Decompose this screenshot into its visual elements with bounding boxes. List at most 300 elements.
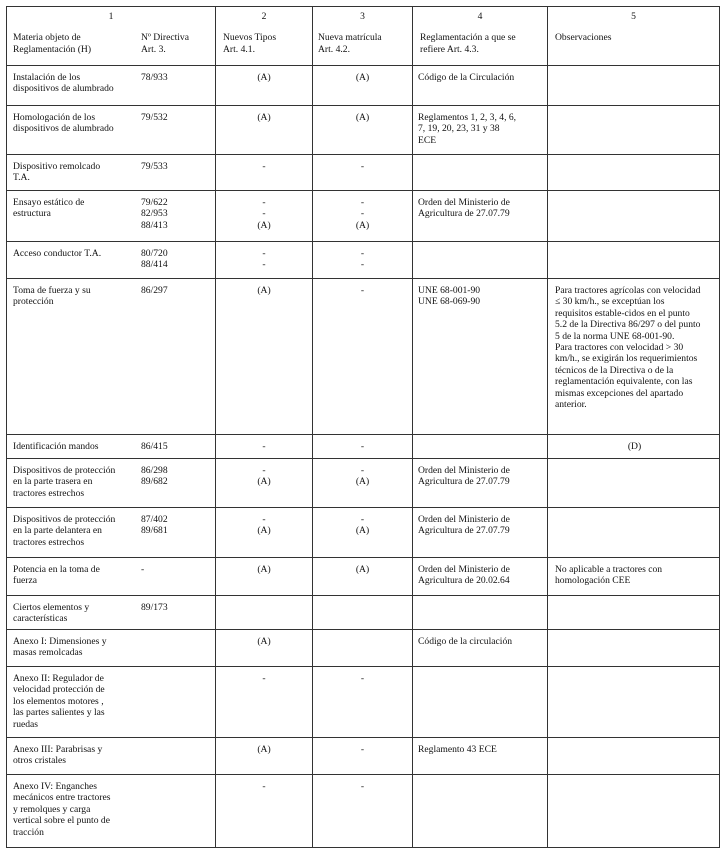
nuevos-tipos-value: (A) <box>257 476 271 488</box>
nueva-matricula-value: (A) <box>355 476 370 488</box>
materia-text <box>7 508 141 548</box>
reglamentacion-cell <box>413 775 548 848</box>
nuevos-tipos-value: (A) <box>257 285 271 296</box>
materia-line: Dispositivos de protección <box>13 465 116 476</box>
nuevos-tipos-value: (A) <box>257 219 271 231</box>
materia-line: Anexo I: Dimensiones y <box>13 636 107 647</box>
observaciones-line: anterior. <box>555 399 587 411</box>
nueva-matricula-values <box>313 558 412 575</box>
materia-line: vertical sobre el punto de <box>13 815 110 827</box>
nueva-matricula-values <box>313 242 412 271</box>
nuevos-tipos-cell <box>216 191 313 242</box>
reglamentacion-cell <box>413 738 548 775</box>
reglamentacion-cell <box>413 596 548 630</box>
nueva-matricula-value: - <box>360 514 365 525</box>
directiva-list <box>141 459 168 488</box>
table-row <box>7 155 720 191</box>
observaciones-text <box>548 630 719 636</box>
reglamentacion-line: ECE <box>418 134 437 146</box>
observaciones-text <box>548 459 719 465</box>
header-nueva-matricula-cell <box>313 7 413 66</box>
nuevos-tipos-value: (A) <box>257 72 271 83</box>
table-row <box>7 279 720 435</box>
nueva-matricula-cell <box>313 191 413 242</box>
nueva-matricula-value: (A) <box>355 112 370 123</box>
nuevos-tipos-values <box>216 459 312 488</box>
reglamentacion-text <box>413 667 547 673</box>
nueva-matricula-value: - <box>360 259 365 271</box>
nueva-matricula-cell <box>313 596 413 630</box>
nueva-matricula-values <box>313 596 412 602</box>
header-observaciones: Observaciones <box>555 32 612 44</box>
observaciones-cell <box>548 106 720 155</box>
nueva-matricula-cell <box>313 667 413 738</box>
nueva-matricula-value: - <box>360 197 365 208</box>
directiva-list <box>141 66 168 83</box>
nuevos-tipos-value: - <box>262 259 266 271</box>
nuevos-tipos-value: (A) <box>257 564 271 575</box>
nuevos-tipos-value: - <box>262 208 266 220</box>
nuevos-tipos-cell <box>216 508 313 558</box>
observaciones-text <box>548 558 719 587</box>
materia-line: características <box>13 613 68 625</box>
nueva-matricula-values <box>313 435 412 452</box>
observaciones-cell <box>548 242 720 279</box>
nuevos-tipos-cell <box>216 279 313 435</box>
materia-cell <box>7 155 216 191</box>
column-number-3: 3 <box>360 11 365 22</box>
materia-line: Anexo III: Parabrisas y <box>13 744 103 755</box>
nueva-matricula-cell <box>313 775 413 848</box>
materia-text <box>7 279 141 308</box>
header-materia <box>7 32 141 55</box>
reglamentacion-text <box>413 155 547 161</box>
column-number-5: 5 <box>631 11 636 22</box>
observaciones-line: ≤ 30 km/h., se exceptúan los <box>555 296 665 308</box>
materia-line: tractores estrechos <box>13 487 85 499</box>
column-number-4: 4 <box>477 11 483 22</box>
nuevos-tipos-value: - <box>262 514 266 525</box>
header-row <box>7 7 720 66</box>
reglamentacion-cell <box>413 242 548 279</box>
directiva-list <box>141 242 168 271</box>
materia-text <box>7 155 141 184</box>
directiva-number: 78/933 <box>141 72 168 83</box>
materia-line: las partes salientes y las <box>13 707 105 719</box>
nuevos-tipos-value: (A) <box>257 112 271 123</box>
directiva-number: 89/173 <box>141 602 168 613</box>
nueva-matricula-value: - <box>360 208 365 220</box>
reglamentacion-text <box>413 558 547 587</box>
reglamentacion-text <box>413 459 547 488</box>
observaciones-text <box>548 191 719 197</box>
materia-line: Ciertos elementos y <box>13 602 90 613</box>
header-reglamentacion-line: refiere Art. 4.3. <box>420 43 479 55</box>
nueva-matricula-cell <box>313 279 413 435</box>
observaciones-text <box>548 775 719 781</box>
nueva-matricula-value: - <box>360 465 365 476</box>
nuevos-tipos-values <box>216 667 312 684</box>
observaciones-line: requisitos estable-cidos en el punto <box>555 307 690 319</box>
materia-text <box>7 459 141 499</box>
materia-line: mecánicos entre tractores <box>13 792 111 804</box>
table-row <box>7 191 720 242</box>
directiva-number: - <box>141 564 145 575</box>
observaciones-cell <box>548 667 720 738</box>
reglamentacion-text <box>413 279 547 308</box>
table-row <box>7 242 720 279</box>
observaciones-text <box>548 667 719 673</box>
reglamentacion-cell <box>413 435 548 459</box>
nueva-matricula-values <box>313 738 412 755</box>
reglamentacion-line: Código de la circulación <box>418 636 513 647</box>
materia-cell <box>7 191 216 242</box>
directiva-number: 86/415 <box>141 441 168 452</box>
observaciones-cell <box>548 459 720 508</box>
directiva-number: 89/681 <box>141 525 168 537</box>
observaciones-text <box>548 242 719 248</box>
nuevos-tipos-values <box>216 279 312 296</box>
materia-line: Potencia en la toma de <box>13 564 100 575</box>
nueva-matricula-value: (A) <box>355 72 370 83</box>
nuevos-tipos-cell <box>216 775 313 848</box>
directiva-number: 80/720 <box>141 248 168 259</box>
observaciones-text <box>548 279 719 410</box>
observaciones-text <box>548 738 719 744</box>
nueva-matricula-cell <box>313 435 413 459</box>
materia-cell <box>7 435 216 459</box>
nueva-matricula-values <box>313 106 412 123</box>
nueva-matricula-values <box>313 155 412 172</box>
materia-line: Anexo IV: Enganches <box>13 781 98 792</box>
header-nueva-matricula-line: Art. 4.2. <box>318 43 350 55</box>
table-row <box>7 630 720 667</box>
nueva-matricula-cell <box>313 508 413 558</box>
reglamentacion-line: Orden del Ministerio de <box>418 564 510 575</box>
nueva-matricula-values <box>313 508 412 537</box>
header-nueva-matricula-line: Nueva matrícula <box>318 32 382 44</box>
reglamentacion-text <box>413 596 547 602</box>
nueva-matricula-cell <box>313 106 413 155</box>
column-number-1: 1 <box>108 11 114 22</box>
materia-line: Dispositivos de protección <box>13 514 116 525</box>
reglamentacion-line: Agricultura de 27.07.79 <box>418 525 510 537</box>
materia-line: protección <box>13 296 54 308</box>
observaciones-text <box>548 106 719 112</box>
directiva-list <box>141 558 144 575</box>
header-reglamentacion-cell <box>413 7 548 66</box>
nueva-matricula-cell <box>313 738 413 775</box>
directiva-list <box>141 508 168 537</box>
reglamentacion-text <box>413 191 547 220</box>
reglamentacion-text <box>413 738 547 755</box>
table-row <box>7 558 720 596</box>
materia-text <box>7 191 141 220</box>
observaciones-cell <box>548 596 720 630</box>
observaciones-line: No aplicable a tractores con <box>555 564 663 575</box>
nueva-matricula-value: - <box>360 744 365 755</box>
materia-line: los elementos motores , <box>13 695 104 707</box>
nuevos-tipos-value: (A) <box>257 744 271 755</box>
header-nuevos-tipos-line: Art. 4.1. <box>223 43 255 55</box>
directiva-number: 79/532 <box>141 112 168 123</box>
reglamentacion-cell <box>413 508 548 558</box>
reglamentacion-line: Reglamentos 1, 2, 3, 4, 6, <box>418 112 517 123</box>
reglamentacion-cell <box>413 191 548 242</box>
nueva-matricula-values <box>313 775 412 792</box>
reglamentacion-line: Orden del Ministerio de <box>418 514 510 525</box>
header-materia-line: Reglamentación (H) <box>13 43 92 55</box>
nuevos-tipos-value: - <box>262 781 266 792</box>
nuevos-tipos-values <box>216 630 312 647</box>
materia-line: otros cristales <box>13 755 67 767</box>
table-row <box>7 738 720 775</box>
materia-cell <box>7 775 216 848</box>
nuevos-tipos-value: - <box>262 441 266 452</box>
table-row <box>7 66 720 106</box>
nuevos-tipos-values <box>216 242 312 271</box>
materia-text <box>7 66 141 95</box>
materia-text <box>7 558 141 587</box>
materia-line: estructura <box>13 208 51 220</box>
reglamentacion-text <box>413 242 547 248</box>
materia-line: en la parte trasera en <box>13 476 93 488</box>
materia-line: tracción <box>13 826 44 838</box>
nueva-matricula-cell <box>313 558 413 596</box>
nueva-matricula-value: - <box>360 441 365 452</box>
nuevos-tipos-values <box>216 106 312 123</box>
observaciones-cell <box>548 738 720 775</box>
observaciones-cell <box>548 558 720 596</box>
materia-cell <box>7 596 216 630</box>
materia-cell <box>7 242 216 279</box>
directiva-number: 87/402 <box>141 514 168 525</box>
materia-line: masas remolcadas <box>13 647 83 659</box>
header-nuevos-tipos-line: Nuevos Tipos <box>223 32 277 44</box>
reglamentacion-text <box>413 508 547 537</box>
nueva-matricula-values <box>313 66 412 83</box>
materia-text <box>7 435 141 452</box>
nueva-matricula-value: (A) <box>355 525 370 537</box>
nuevos-tipos-cell <box>216 738 313 775</box>
nuevos-tipos-value: (A) <box>257 525 271 537</box>
table-row <box>7 106 720 155</box>
observaciones-line: 5.2 de la Directiva 86/297 o del punto <box>555 319 701 331</box>
materia-text <box>7 106 141 135</box>
reglamentacion-text <box>413 630 547 647</box>
reglamentacion-text <box>413 435 547 441</box>
table-row <box>7 435 720 459</box>
reglamentacion-cell <box>413 66 548 106</box>
materia-text <box>7 667 141 730</box>
nuevos-tipos-value: (A) <box>257 636 271 647</box>
materia-line: Ensayo estático de <box>13 197 85 208</box>
reglamentacion-text <box>413 775 547 781</box>
nuevos-tipos-cell <box>216 596 313 630</box>
materia-line: ruedas <box>13 718 39 730</box>
nueva-matricula-value: - <box>360 248 365 259</box>
reglamentacion-line: 7, 19, 20, 23, 31 y 38 <box>418 123 500 135</box>
observaciones-cell <box>548 279 720 435</box>
nueva-matricula-value: (A) <box>355 564 370 575</box>
nuevos-tipos-values <box>216 191 312 231</box>
header-reglamentacion-line: Reglamentación a que se <box>420 32 516 44</box>
reglamentacion-cell <box>413 630 548 667</box>
materia-cell <box>7 508 216 558</box>
nueva-matricula-value: - <box>360 161 365 172</box>
materia-line: tractores estrechos <box>13 536 85 548</box>
materia-text <box>7 775 141 838</box>
nuevos-tipos-cell <box>216 630 313 667</box>
directiva-number: 86/298 <box>141 465 168 476</box>
materia-line: dispositivos de alumbrado <box>13 123 114 135</box>
nuevos-tipos-values <box>216 596 312 602</box>
materia-line: Dispositivo remolcado <box>13 161 101 172</box>
nuevos-tipos-cell <box>216 667 313 738</box>
observaciones-line: homologación CEE <box>555 575 631 587</box>
nuevos-tipos-cell <box>216 435 313 459</box>
directiva-list <box>141 106 168 123</box>
materia-line: Acceso conductor T.A. <box>13 248 102 259</box>
nueva-matricula-cell <box>313 242 413 279</box>
nuevos-tipos-value: - <box>262 248 266 259</box>
nuevos-tipos-cell <box>216 242 313 279</box>
nuevos-tipos-value: - <box>262 161 266 172</box>
observaciones-cell <box>548 775 720 848</box>
materia-cell <box>7 738 216 775</box>
directiva-list <box>141 435 168 452</box>
observaciones-cell <box>548 435 720 459</box>
observaciones-line: km/h., se exigirán los requerimientos <box>555 353 698 365</box>
directiva-number: 79/622 <box>141 197 168 208</box>
nueva-matricula-value: - <box>360 673 365 684</box>
observaciones-cell <box>548 508 720 558</box>
nuevos-tipos-values <box>216 66 312 83</box>
reglamentacion-cell <box>413 155 548 191</box>
regulation-table-body <box>7 7 720 848</box>
directiva-number: 79/533 <box>141 161 168 172</box>
observaciones-cell <box>548 630 720 667</box>
nueva-matricula-values <box>313 279 412 296</box>
table-row <box>7 667 720 738</box>
materia-line: Homologación de los <box>13 112 96 123</box>
reglamentacion-cell <box>413 459 548 508</box>
materia-line: T.A. <box>13 172 30 184</box>
nueva-matricula-value: - <box>360 285 365 296</box>
observaciones-line: técnicos de la Directiva o de la <box>555 364 674 376</box>
materia-line: Toma de fuerza y su <box>13 285 91 296</box>
observaciones-text <box>548 596 719 602</box>
directiva-number: 88/414 <box>141 259 168 271</box>
observaciones-cell <box>548 191 720 242</box>
materia-line: en la parte delantera en <box>13 525 102 537</box>
materia-line: fuerza <box>13 575 37 587</box>
reglamentacion-cell <box>413 667 548 738</box>
header-directiva-line: Art. 3. <box>141 43 166 55</box>
table-row <box>7 459 720 508</box>
directiva-list <box>141 155 168 172</box>
observaciones-text <box>548 508 719 514</box>
materia-line: velocidad protección de <box>13 684 105 696</box>
reglamentacion-line: Código de la Circulación <box>418 72 515 83</box>
reglamentacion-line: UNE 68-001-90 <box>418 285 481 296</box>
observaciones-line: Para tractores agrícolas con velocidad <box>555 285 701 296</box>
directiva-number: 88/413 <box>141 219 168 231</box>
reglamentacion-cell <box>413 106 548 155</box>
materia-cell <box>7 667 216 738</box>
materia-cell <box>7 558 216 596</box>
reglamentacion-line: Orden del Ministerio de <box>418 197 510 208</box>
directiva-list <box>141 596 168 613</box>
nuevos-tipos-cell <box>216 106 313 155</box>
table-row <box>7 596 720 630</box>
header-nuevos-tipos-cell <box>216 7 313 66</box>
nueva-matricula-values <box>313 459 412 488</box>
nuevos-tipos-value: - <box>262 465 266 476</box>
observaciones-line: reglamentación equivalente, con las <box>555 376 693 388</box>
materia-text <box>7 242 141 259</box>
header-materia-cell <box>7 7 216 66</box>
nueva-matricula-values <box>313 191 412 231</box>
reglamentacion-line: Agricultura de 27.07.79 <box>418 476 510 488</box>
observaciones-cell <box>548 66 720 106</box>
reglamentacion-cell <box>413 558 548 596</box>
materia-line: Instalación de los <box>13 72 81 83</box>
table-row <box>7 775 720 848</box>
reglamentacion-line: Agricultura de 27.07.79 <box>418 208 510 220</box>
header-materia-line: Materia objeto de <box>13 32 81 44</box>
nueva-matricula-cell <box>313 630 413 667</box>
materia-text <box>7 630 141 659</box>
regulation-table <box>6 6 720 848</box>
nuevos-tipos-values <box>216 738 312 755</box>
materia-cell <box>7 106 216 155</box>
materia-line: Anexo II: Regulador de <box>13 673 104 684</box>
directiva-number: 82/953 <box>141 208 168 220</box>
column-number-2: 2 <box>261 11 267 22</box>
materia-text <box>7 738 141 767</box>
nuevos-tipos-values <box>216 775 312 792</box>
nueva-matricula-cell <box>313 459 413 508</box>
nueva-matricula-value: (A) <box>355 219 370 231</box>
observaciones-line: mismas excepciones del apartado <box>555 387 684 399</box>
materia-line: y remolques y carga <box>13 803 91 815</box>
observaciones-line: Para tractores con velocidad > 30 <box>555 342 684 354</box>
header-directiva <box>141 32 189 55</box>
nuevos-tipos-cell <box>216 155 313 191</box>
nueva-matricula-value: - <box>360 781 365 792</box>
reglamentacion-line: UNE 68-069-90 <box>418 296 481 308</box>
observaciones-text <box>548 66 719 72</box>
header-directiva-line: Nº Directiva <box>141 32 189 44</box>
nuevos-tipos-cell <box>216 66 313 106</box>
nuevos-tipos-value: - <box>262 673 266 684</box>
reglamentacion-line: Agricultura de 20.02.64 <box>418 575 510 587</box>
nuevos-tipos-value: - <box>262 197 266 208</box>
observaciones-text <box>548 155 719 161</box>
nuevos-tipos-cell <box>216 459 313 508</box>
directiva-list <box>141 279 168 296</box>
reglamentacion-line: Orden del Ministerio de <box>418 465 510 476</box>
materia-line: Identificación mandos <box>13 441 99 452</box>
directiva-number: 86/297 <box>141 285 168 296</box>
reglamentacion-line: Reglamento 43 ECE <box>418 744 497 755</box>
observaciones-text <box>548 435 719 452</box>
materia-line: dispositivos de alumbrado <box>13 83 114 95</box>
header-observaciones-cell <box>548 7 720 66</box>
nueva-matricula-values <box>313 630 412 636</box>
reglamentacion-cell <box>413 279 548 435</box>
